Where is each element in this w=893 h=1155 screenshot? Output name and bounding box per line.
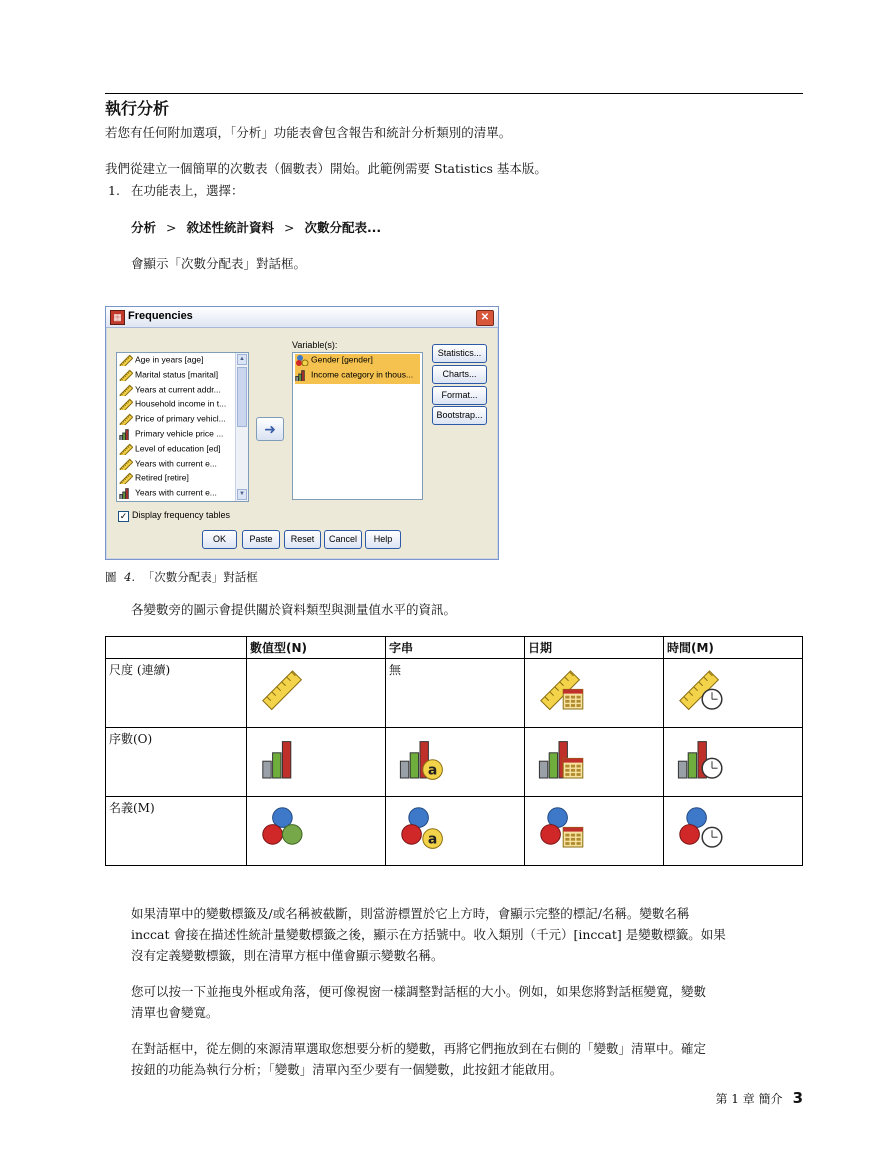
variable-icon-table	[105, 636, 803, 866]
svg-text:a: a	[427, 831, 438, 848]
dialog-title: Frequencies	[128, 310, 193, 322]
menu-sep: >	[166, 220, 177, 235]
scroll-thumb[interactable]	[237, 367, 247, 427]
ruler-icon	[119, 398, 133, 410]
scroll-up-icon[interactable]: ▲	[237, 354, 247, 365]
statistics-button[interactable]: Statistics...	[432, 344, 487, 363]
nominal-date-cell	[525, 797, 664, 866]
list-item[interactable]	[119, 487, 234, 502]
dialog-titlebar	[106, 307, 498, 328]
list-item[interactable]	[119, 398, 234, 413]
menu-analyze: 分析	[131, 220, 157, 235]
paste-button[interactable]: Paste	[242, 530, 280, 549]
bar-chart-icon	[119, 487, 133, 499]
list-item[interactable]	[295, 354, 420, 369]
list-item[interactable]	[119, 384, 234, 399]
source-variable-list[interactable]	[116, 352, 249, 502]
scale-time-cell	[664, 659, 803, 728]
app-icon: ▦	[110, 310, 125, 325]
list-item[interactable]	[119, 428, 234, 443]
select-paragraph-line1: 在對話框中，從左側的來源清單選取您想要分析的變數，再將它們拖放到在右側的「變數」清單中。確定	[131, 1041, 707, 1056]
nominal-calendar-icon	[528, 805, 660, 851]
nominal-string-icon	[389, 805, 521, 851]
list-item-label: Level of education [ed]	[135, 443, 221, 454]
table-row	[106, 659, 803, 728]
menu-descriptive: 敘述性統計資料	[186, 220, 274, 235]
icons-intro: 各變數旁的圖示會提供關於資料類型與測量值水平的資訊。	[131, 602, 457, 617]
table-header	[106, 637, 247, 659]
step-number: 1.	[108, 183, 120, 198]
display-tables-label: Display frequency tables	[132, 510, 231, 520]
nominal-numeric-cell	[247, 797, 386, 866]
charts-button[interactable]: Charts...	[432, 365, 487, 384]
list-item-label: Years at current addr...	[135, 383, 221, 394]
ok-button[interactable]: OK	[202, 530, 237, 549]
bar-chart-clock-icon	[667, 736, 799, 782]
display-tables-checkbox[interactable]: ✓	[119, 511, 128, 521]
source-list-scrollbar[interactable]	[235, 353, 248, 501]
ordinal-string-cell	[386, 728, 525, 797]
list-item-label: Retired [retire]	[135, 472, 189, 483]
move-variable-arrow-button[interactable]: ➜	[256, 417, 284, 441]
ordinal-date-cell	[525, 728, 664, 797]
ruler-icon	[250, 667, 382, 713]
row-label: 序數(O)	[106, 728, 247, 797]
ruler-icon	[119, 443, 133, 455]
nominal-time-cell	[664, 797, 803, 866]
truncation-paragraph-line2: inccat 會接在描述性統計量變數標籤之後，顯示在方括號中。收入類別（千元）[inccat] 是變數標籤。如果	[131, 927, 726, 942]
bar-chart-icon	[250, 736, 382, 782]
scale-numeric-cell	[247, 659, 386, 728]
list-item-label: Years with current e...	[135, 487, 217, 498]
table-header: 日期	[525, 637, 664, 659]
table-row	[106, 728, 803, 797]
scroll-down-icon[interactable]: ▼	[237, 489, 247, 500]
row-label: 尺度 (連續)	[106, 659, 247, 728]
menu-sep: >	[283, 220, 295, 235]
menu-frequencies: 次數分配表...	[304, 220, 382, 235]
scale-string-cell: 無	[386, 659, 525, 728]
table-header: 字串	[386, 637, 525, 659]
list-item-label: Primary vehicle price ...	[135, 428, 224, 439]
list-item-label: Price of primary vehicl...	[135, 413, 226, 424]
cancel-button[interactable]: Cancel	[324, 530, 362, 549]
truncation-paragraph-line1: 如果清單中的變數標籤及/或名稱被截斷，則當游標置於它上方時，會顯示完整的標記/名稱。變數名稱	[131, 906, 690, 921]
help-button[interactable]: Help	[365, 530, 401, 549]
nominal-string-icon	[295, 354, 309, 366]
ruler-icon	[119, 413, 133, 425]
menu-path	[131, 217, 381, 238]
table-row	[106, 797, 803, 866]
list-item[interactable]	[119, 413, 234, 428]
list-item-label: Years with current e...	[135, 457, 217, 468]
ordinal-time-cell	[664, 728, 803, 797]
frequencies-dialog	[105, 306, 499, 560]
ruler-icon	[119, 354, 133, 366]
resize-paragraph-line2: 清單也會變寬。	[131, 1005, 219, 1020]
nominal-icon	[250, 805, 382, 851]
svg-text:a: a	[427, 762, 438, 779]
list-item[interactable]	[119, 472, 234, 487]
list-item[interactable]	[295, 369, 420, 384]
ruler-calendar-icon	[528, 667, 660, 713]
bar-chart-icon	[119, 428, 133, 440]
figure-caption: 圖 4. 「次數分配表」對話框	[105, 570, 258, 584]
bootstrap-button[interactable]: Bootstrap...	[432, 406, 487, 425]
list-item-label: Marital status [marital]	[135, 369, 219, 380]
intro-paragraph: 若您有任何附加選項，「分析」功能表會包含報告和統計分析類別的清單。	[105, 125, 512, 140]
ruler-icon	[119, 472, 133, 484]
heading-rule	[105, 93, 803, 94]
nominal-clock-icon	[667, 805, 799, 851]
reset-button[interactable]: Reset	[284, 530, 321, 549]
row-label: 名義(M)	[106, 797, 247, 866]
list-item[interactable]	[119, 458, 234, 473]
bar-chart-icon	[295, 369, 309, 381]
table-header: 數值型(N)	[247, 637, 386, 659]
list-item-label: Gender [gender]	[311, 354, 373, 365]
scale-date-cell	[525, 659, 664, 728]
bar-chart-calendar-icon	[528, 736, 660, 782]
chapter-label: 第 1 章 簡介	[715, 1092, 783, 1106]
variables-label: Variable(s):	[292, 340, 338, 350]
format-button[interactable]: Format...	[432, 386, 487, 405]
truncation-paragraph-line3: 沒有定義變數標籤，則在清單方框中僅會顯示變數名稱。	[131, 948, 444, 963]
step-result: 會顯示「次數分配表」對話框。	[131, 256, 307, 271]
select-paragraph-line2: 按鈕的功能為執行分析；「變數」清單內至少要有一個變數，此按鈕才能啟用。	[131, 1062, 563, 1077]
ruler-icon	[119, 384, 133, 396]
target-variable-list[interactable]	[292, 352, 423, 500]
list-item[interactable]	[119, 354, 234, 369]
ruler-icon	[119, 369, 133, 381]
page-number: 3	[792, 1089, 803, 1107]
bar-chart-string-icon	[389, 736, 521, 782]
table-header-row	[106, 637, 803, 659]
ruler-clock-icon	[667, 667, 799, 713]
list-item[interactable]	[119, 369, 234, 384]
ordinal-numeric-cell	[247, 728, 386, 797]
close-icon[interactable]: ✕	[476, 310, 494, 326]
example-paragraph: 我們從建立一個簡單的次數表（個數表）開始。此範例需要 Statistics 基本版。	[105, 161, 547, 176]
nominal-string-cell	[386, 797, 525, 866]
list-item[interactable]	[119, 443, 234, 458]
page-footer	[715, 1089, 803, 1107]
list-item-label: Age in years [age]	[135, 354, 204, 365]
list-item-label: Household income in t...	[135, 398, 227, 409]
table-header: 時間(M)	[664, 637, 803, 659]
section-heading: 執行分析	[105, 99, 170, 118]
list-item-label: Income category in thous...	[311, 369, 414, 380]
resize-paragraph-line1: 您可以按一下並拖曳外框或角落，便可像視窗一樣調整對話框的大小。例如，如果您將對話框變寬，變數	[131, 984, 707, 999]
step-text: 在功能表上，選擇：	[131, 183, 244, 198]
ruler-icon	[119, 458, 133, 470]
